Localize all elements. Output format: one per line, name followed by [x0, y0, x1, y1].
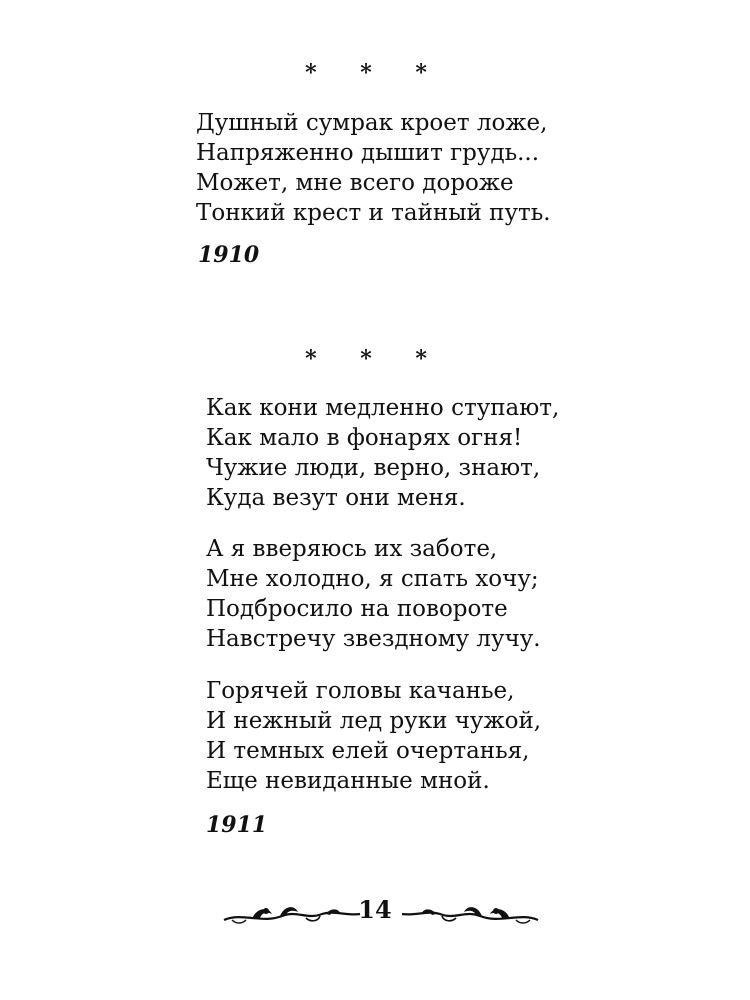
page-number: 14: [358, 895, 392, 924]
poem-line: Еще невиданные мной.: [206, 768, 490, 794]
poem-1-year: 1910: [198, 242, 260, 268]
stanza-separator: * * *: [305, 346, 445, 372]
poem-line: Горячей головы качанье,: [206, 678, 515, 704]
poem-line: Подбросило на повороте: [206, 596, 508, 622]
poem-line: Куда везут они меня.: [206, 485, 466, 511]
poem-line: Напряженно дышит грудь...: [196, 140, 540, 166]
page-footer: [0, 892, 750, 932]
poem-line: Может, мне всего дороже: [196, 170, 514, 196]
poem-line: И темных елей очертанья,: [206, 738, 530, 764]
poem-2-stanza-1: [206, 393, 559, 513]
poem-1-stanza: [196, 108, 551, 228]
poem-line: И нежный лед руки чужой,: [206, 708, 542, 734]
poem-2-stanza-2: [206, 534, 541, 654]
stanza-separator: * * *: [305, 60, 445, 86]
poem-line: Тонкий крест и тайный путь.: [196, 200, 551, 226]
poem-line: Навстречу звездному лучу.: [206, 626, 541, 652]
poem-line: Душный сумрак кроет ложе,: [196, 110, 548, 136]
poem-line: Как мало в фонарях огня!: [206, 425, 523, 451]
decorative-flourish-icon: [400, 902, 540, 926]
poem-2-year: 1911: [206, 812, 268, 838]
poem-line: Как кони медленно ступают,: [206, 395, 560, 421]
poem-line: Чужие люди, верно, знают,: [206, 455, 541, 481]
poem-line: А я вверяюсь их заботе,: [206, 536, 498, 562]
poem-line: Мне холодно, я спать хочу;: [206, 566, 539, 592]
poem-2-stanza-3: [206, 676, 541, 796]
